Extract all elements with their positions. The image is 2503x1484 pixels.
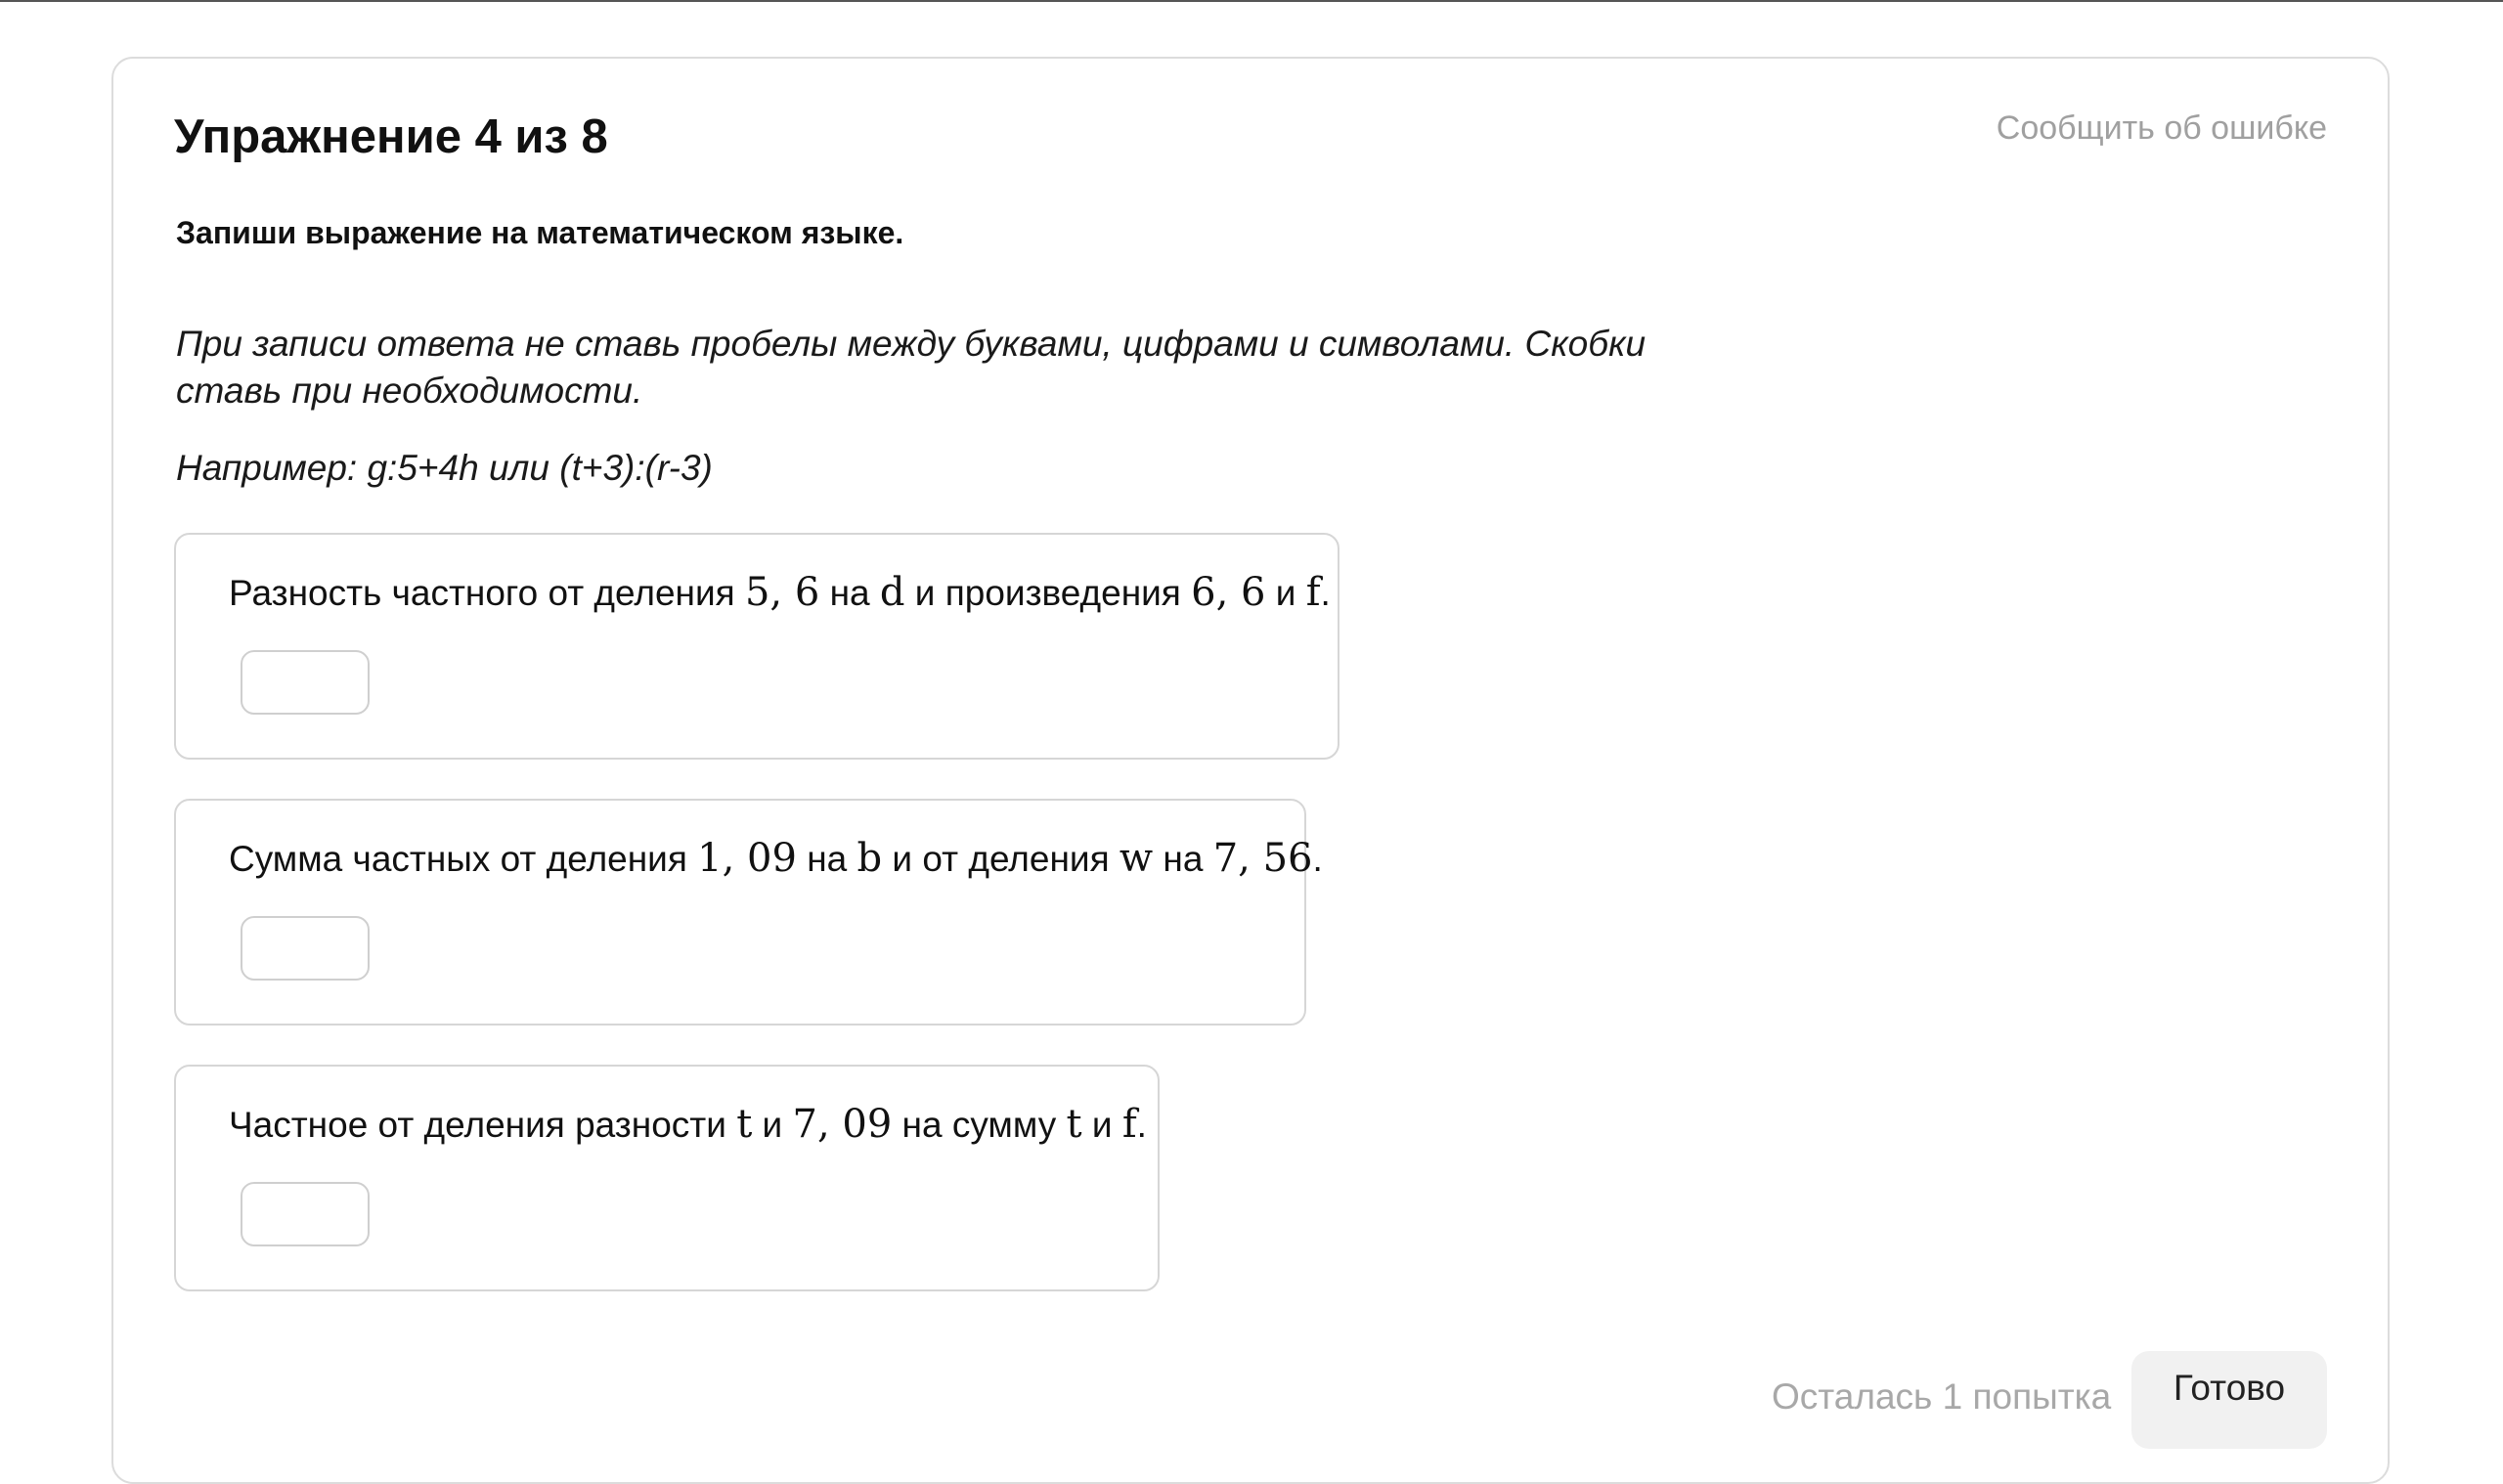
statement-text: и [1265, 573, 1306, 613]
answer-input-3[interactable] [241, 1182, 370, 1246]
math-term: w [1119, 836, 1154, 881]
statement-text: Частное от деления разности [229, 1105, 737, 1145]
statement-text: Разность частного от деления [229, 573, 745, 613]
statement-text: и произведения [904, 573, 1192, 613]
done-button-label: Готово [2173, 1368, 2286, 1408]
statement-text: на [1153, 839, 1213, 879]
math-term: t [736, 1102, 753, 1147]
statement-text: и [752, 1105, 793, 1145]
statement-text: Сумма частных от деления [229, 839, 698, 879]
hint-text: При записи ответа не ставь пробелы между буквами, цифрами и символами. Скобки ставь при необходимости. [176, 324, 1647, 411]
attempts-remaining: Осталась 1 попытка [1772, 1376, 2112, 1417]
math-term: t [1066, 1102, 1082, 1147]
statement-text: . [1312, 839, 1323, 879]
math-term: 7, 56 [1212, 836, 1313, 881]
statement-text: . [1136, 1105, 1147, 1145]
math-term: f [1121, 1102, 1137, 1147]
math-term: 7, 09 [792, 1102, 893, 1147]
statement-text: на сумму [892, 1105, 1067, 1145]
report-error-link[interactable]: Сообщить об ошибке [1996, 109, 2327, 147]
exercise-title: Упражнение 4 из 8 [174, 110, 608, 163]
math-term: d [879, 570, 905, 615]
task-card-3 [174, 1065, 1160, 1291]
statement-text: и [1081, 1105, 1122, 1145]
math-term: b [856, 836, 883, 881]
math-term: 1, 09 [697, 836, 797, 881]
done-button[interactable] [2131, 1351, 2327, 1449]
math-term: 5, 6 [744, 570, 820, 615]
example-text: Например: g:5+4h или (t+3):(r-3) [176, 448, 713, 488]
statement-text: на [819, 573, 880, 613]
statement-text: и от деления [882, 839, 1120, 879]
task-statement [229, 836, 1323, 881]
task-statement [229, 1102, 1147, 1147]
answer-input-1[interactable] [241, 650, 370, 715]
instruction-text: Запиши выражение на математическом языке. [176, 215, 904, 250]
top-divider [0, 0, 2503, 2]
task-card-2 [174, 799, 1323, 1026]
math-term: 6, 6 [1191, 570, 1266, 615]
task-statement [229, 570, 1331, 615]
statement-text: на [796, 839, 857, 879]
task-card-1 [174, 533, 1339, 760]
math-term: f [1305, 570, 1321, 615]
statement-text: . [1320, 573, 1331, 613]
answer-input-2[interactable] [241, 916, 370, 981]
